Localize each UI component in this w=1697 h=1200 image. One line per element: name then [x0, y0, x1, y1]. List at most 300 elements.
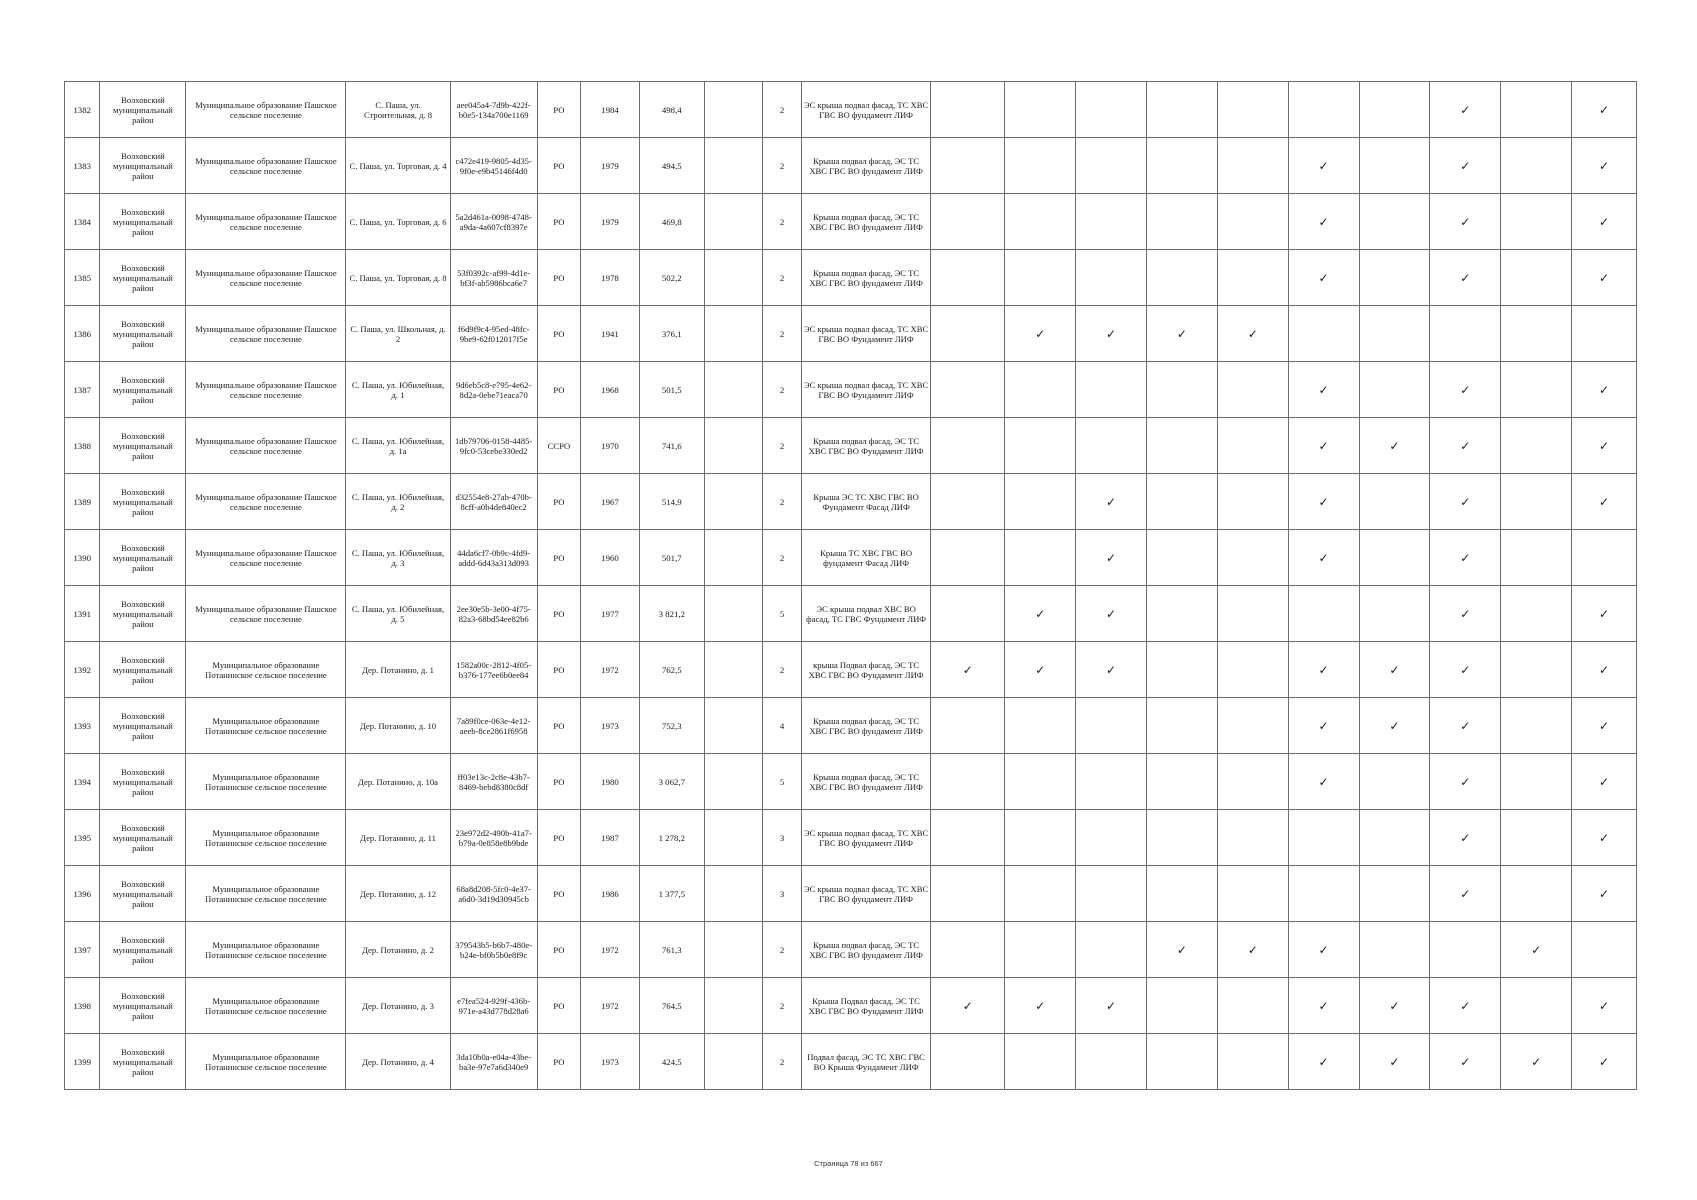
work-check-cell — [1076, 698, 1147, 754]
district-cell: Волховский муниципальный район — [100, 250, 186, 306]
check-mark-icon: ✓ — [1318, 774, 1329, 789]
floors-cell: 2 — [763, 250, 801, 306]
year-cell: 1978 — [581, 250, 640, 306]
row-number: 1397 — [65, 922, 100, 978]
work-check-cell — [1288, 306, 1359, 362]
year-cell: 1968 — [581, 362, 640, 418]
table-row — [65, 474, 1637, 530]
guid-cell: 2ee30e5b-3e00-4f75-82a3-68bd54ee82b6 — [450, 586, 537, 642]
work-check-cell — [1430, 530, 1501, 586]
work-check-cell — [1146, 642, 1217, 698]
object-type-cell: РО — [537, 1034, 581, 1090]
address-cell: С. Паша, ул. Торговая, д. 4 — [346, 138, 450, 194]
table-row — [65, 530, 1637, 586]
check-mark-icon: ✓ — [1598, 214, 1610, 229]
work-check-cell — [1288, 810, 1359, 866]
works-list-cell: ЭС крыша подвал фасад, ТС ХВС ГВС ВО фундамент ЛИФ — [801, 866, 931, 922]
empty-cell — [704, 754, 763, 810]
empty-cell — [704, 530, 763, 586]
work-check-cell — [931, 362, 1005, 418]
year-cell: 1972 — [581, 922, 640, 978]
work-check-cell — [1288, 586, 1359, 642]
check-mark-icon: ✓ — [1318, 270, 1329, 285]
area-cell: 752,3 — [639, 698, 704, 754]
check-mark-icon: ✓ — [1598, 270, 1610, 285]
empty-cell — [704, 418, 763, 474]
check-mark-icon: ✓ — [1318, 550, 1329, 565]
object-type-cell: РО — [537, 138, 581, 194]
check-mark-icon: ✓ — [1460, 1054, 1471, 1069]
work-check-cell — [1501, 586, 1572, 642]
check-mark-icon: ✓ — [1460, 830, 1471, 845]
check-mark-icon: ✓ — [1035, 998, 1046, 1013]
work-check-cell — [1430, 474, 1501, 530]
object-type-cell: ССРО — [537, 418, 581, 474]
check-mark-icon: ✓ — [1460, 718, 1471, 733]
empty-cell — [704, 362, 763, 418]
municipality-cell: Муниципальное образование Пашское сельское поселение — [186, 82, 346, 138]
floors-cell: 2 — [763, 82, 801, 138]
work-check-cell — [1076, 250, 1147, 306]
empty-cell — [704, 250, 763, 306]
work-check-cell — [1572, 250, 1637, 306]
work-check-cell — [1005, 474, 1076, 530]
work-check-cell — [1288, 754, 1359, 810]
work-check-cell — [1076, 1034, 1147, 1090]
work-check-cell — [1430, 250, 1501, 306]
work-check-cell — [1217, 754, 1288, 810]
work-check-cell — [1501, 810, 1572, 866]
work-check-cell — [1146, 922, 1217, 978]
work-check-cell — [1501, 250, 1572, 306]
row-number: 1392 — [65, 642, 100, 698]
check-mark-icon: ✓ — [1460, 662, 1471, 677]
work-check-cell — [1217, 418, 1288, 474]
address-cell: Дер. Потанино, д. 4 — [346, 1034, 450, 1090]
table-row — [65, 194, 1637, 250]
floors-cell: 2 — [763, 530, 801, 586]
work-check-cell — [1430, 922, 1501, 978]
works-list-cell: Подвал фасад, ЭС ТС ХВС ГВС ВО Крыша Фундамент ЛИФ — [801, 1034, 931, 1090]
address-cell: С. Паша, ул. Юбилейная, д. 1 — [346, 362, 450, 418]
municipality-cell: Муниципальное образование Потанинское сельское поселение — [186, 642, 346, 698]
check-mark-icon: ✓ — [1318, 1054, 1329, 1069]
district-cell: Волховский муниципальный район — [100, 418, 186, 474]
guid-cell: 9d6eb5c8-e795-4e62-8d2a-0ebe71eaca70 — [450, 362, 537, 418]
empty-cell — [704, 474, 763, 530]
work-check-cell — [1288, 250, 1359, 306]
check-mark-icon: ✓ — [1531, 1054, 1542, 1069]
floors-cell: 2 — [763, 306, 801, 362]
work-check-cell — [1572, 922, 1637, 978]
floors-cell: 5 — [763, 586, 801, 642]
check-mark-icon: ✓ — [1598, 606, 1610, 621]
check-mark-icon: ✓ — [1460, 438, 1471, 453]
year-cell: 1979 — [581, 138, 640, 194]
work-check-cell — [1501, 530, 1572, 586]
work-check-cell — [1288, 1034, 1359, 1090]
work-check-cell — [1005, 978, 1076, 1034]
work-check-cell — [1076, 530, 1147, 586]
municipality-cell: Муниципальное образование Пашское сельское поселение — [186, 586, 346, 642]
address-cell: С. Паша, ул. Торговая, д. 8 — [346, 250, 450, 306]
work-check-cell — [1146, 698, 1217, 754]
check-mark-icon: ✓ — [1176, 942, 1187, 957]
work-check-cell — [1501, 978, 1572, 1034]
work-check-cell — [1501, 418, 1572, 474]
work-check-cell — [1572, 698, 1637, 754]
empty-cell — [704, 586, 763, 642]
object-type-cell: РО — [537, 194, 581, 250]
work-check-cell — [1005, 194, 1076, 250]
check-mark-icon: ✓ — [1247, 326, 1258, 341]
municipality-cell: Муниципальное образование Пашское сельское поселение — [186, 418, 346, 474]
work-check-cell — [1005, 586, 1076, 642]
floors-cell: 2 — [763, 474, 801, 530]
work-check-cell — [1572, 362, 1637, 418]
area-cell: 498,4 — [639, 82, 704, 138]
work-check-cell — [1217, 922, 1288, 978]
housing-register-table — [64, 81, 1637, 1090]
year-cell: 1980 — [581, 754, 640, 810]
district-cell: Волховский муниципальный район — [100, 306, 186, 362]
work-check-cell — [1076, 978, 1147, 1034]
check-mark-icon: ✓ — [1106, 494, 1117, 509]
work-check-cell — [1430, 810, 1501, 866]
year-cell: 1973 — [581, 1034, 640, 1090]
work-check-cell — [931, 138, 1005, 194]
work-check-cell — [1359, 1034, 1430, 1090]
object-type-cell: РО — [537, 250, 581, 306]
work-check-cell — [1076, 642, 1147, 698]
work-check-cell — [1501, 82, 1572, 138]
guid-cell: d32554e8-27ab-470b-8cff-a0b4de840ec2 — [450, 474, 537, 530]
address-cell: С. Паша, ул. Торговая, д. 6 — [346, 194, 450, 250]
work-check-cell — [1076, 810, 1147, 866]
address-cell: С. Паша, ул. Юбилейная, д. 3 — [346, 530, 450, 586]
work-check-cell — [1005, 362, 1076, 418]
area-cell: 424,5 — [639, 1034, 704, 1090]
table-row — [65, 586, 1637, 642]
empty-cell — [704, 306, 763, 362]
check-mark-icon: ✓ — [1598, 662, 1610, 677]
check-mark-icon: ✓ — [1247, 942, 1258, 957]
work-check-cell — [931, 754, 1005, 810]
work-check-cell — [1430, 194, 1501, 250]
row-number: 1382 — [65, 82, 100, 138]
object-type-cell: РО — [537, 922, 581, 978]
check-mark-icon: ✓ — [1318, 494, 1329, 509]
check-mark-icon: ✓ — [1035, 606, 1046, 621]
table-row — [65, 418, 1637, 474]
table-row — [65, 754, 1637, 810]
check-mark-icon: ✓ — [1598, 438, 1610, 453]
area-cell: 3 062,7 — [639, 754, 704, 810]
table-row — [65, 642, 1637, 698]
work-check-cell — [1572, 306, 1637, 362]
district-cell: Волховский муниципальный район — [100, 866, 186, 922]
area-cell: 3 821,2 — [639, 586, 704, 642]
works-list-cell: Крыша ТС ХВС ГВС ВО фундамент Фасад ЛИФ — [801, 530, 931, 586]
municipality-cell: Муниципальное образование Пашское сельское поселение — [186, 362, 346, 418]
works-list-cell: Крыша подвал фасад, ЭС ТС ХВС ГВС ВО фундамент ЛИФ — [801, 194, 931, 250]
work-check-cell — [931, 978, 1005, 1034]
work-check-cell — [931, 1034, 1005, 1090]
works-list-cell: Крыша подвал фасад, ЭС ТС ХВС ГВС ВО фундамент ЛИФ — [801, 250, 931, 306]
row-number: 1396 — [65, 866, 100, 922]
empty-cell — [704, 138, 763, 194]
work-check-cell — [1217, 306, 1288, 362]
check-mark-icon: ✓ — [1598, 774, 1610, 789]
municipality-cell: Муниципальное образование Потанинское сельское поселение — [186, 698, 346, 754]
work-check-cell — [1288, 418, 1359, 474]
object-type-cell: РО — [537, 810, 581, 866]
check-mark-icon: ✓ — [1318, 718, 1329, 733]
check-mark-icon: ✓ — [1389, 718, 1400, 733]
object-type-cell: РО — [537, 362, 581, 418]
work-check-cell — [1288, 922, 1359, 978]
work-check-cell — [1217, 194, 1288, 250]
work-check-cell — [1076, 138, 1147, 194]
work-check-cell — [1217, 586, 1288, 642]
check-mark-icon: ✓ — [1318, 662, 1329, 677]
year-cell: 1984 — [581, 82, 640, 138]
work-check-cell — [1359, 866, 1430, 922]
municipality-cell: Муниципальное образование Потанинское сельское поселение — [186, 922, 346, 978]
work-check-cell — [1501, 698, 1572, 754]
work-check-cell — [1146, 866, 1217, 922]
address-cell: Дер. Потанино, д. 1 — [346, 642, 450, 698]
district-cell: Волховский муниципальный район — [100, 194, 186, 250]
works-list-cell: Крыша подвал фасад, ЭС ТС ХВС ГВС ВО фундамент ЛИФ — [801, 138, 931, 194]
work-check-cell — [1288, 530, 1359, 586]
work-check-cell — [1359, 306, 1430, 362]
table-row — [65, 250, 1637, 306]
work-check-cell — [931, 586, 1005, 642]
work-check-cell — [931, 866, 1005, 922]
district-cell: Волховский муниципальный район — [100, 922, 186, 978]
work-check-cell — [1430, 138, 1501, 194]
district-cell: Волховский муниципальный район — [100, 754, 186, 810]
row-number: 1389 — [65, 474, 100, 530]
work-check-cell — [931, 530, 1005, 586]
work-check-cell — [1217, 978, 1288, 1034]
work-check-cell — [1146, 418, 1217, 474]
guid-cell: 23e972d2-490b-41a7-b79a-0e858e8b9bde — [450, 810, 537, 866]
work-check-cell — [1572, 530, 1637, 586]
check-mark-icon: ✓ — [1460, 270, 1471, 285]
object-type-cell: РО — [537, 82, 581, 138]
work-check-cell — [1076, 866, 1147, 922]
empty-cell — [704, 194, 763, 250]
district-cell: Волховский муниципальный район — [100, 586, 186, 642]
work-check-cell — [1359, 586, 1430, 642]
district-cell: Волховский муниципальный район — [100, 642, 186, 698]
row-number: 1386 — [65, 306, 100, 362]
district-cell: Волховский муниципальный район — [100, 474, 186, 530]
work-check-cell — [1217, 362, 1288, 418]
guid-cell: 53f0392c-af99-4d1e-bf3f-ab5986bca6e7 — [450, 250, 537, 306]
work-check-cell — [1288, 138, 1359, 194]
work-check-cell — [931, 922, 1005, 978]
work-check-cell — [1217, 810, 1288, 866]
work-check-cell — [1572, 642, 1637, 698]
check-mark-icon: ✓ — [962, 662, 973, 677]
work-check-cell — [1005, 82, 1076, 138]
work-check-cell — [1430, 642, 1501, 698]
work-check-cell — [1359, 138, 1430, 194]
check-mark-icon: ✓ — [1035, 662, 1046, 677]
work-check-cell — [1217, 474, 1288, 530]
guid-cell: c472e419-9805-4d35-9f0e-e9b45146f4d0 — [450, 138, 537, 194]
year-cell: 1972 — [581, 978, 640, 1034]
work-check-cell — [1005, 698, 1076, 754]
work-check-cell — [1572, 754, 1637, 810]
work-check-cell — [1501, 194, 1572, 250]
work-check-cell — [1217, 698, 1288, 754]
area-cell: 762,5 — [639, 642, 704, 698]
work-check-cell — [1076, 306, 1147, 362]
work-check-cell — [1501, 754, 1572, 810]
work-check-cell — [1572, 418, 1637, 474]
empty-cell — [704, 922, 763, 978]
row-number: 1388 — [65, 418, 100, 474]
work-check-cell — [1430, 978, 1501, 1034]
work-check-cell — [1501, 362, 1572, 418]
floors-cell: 2 — [763, 194, 801, 250]
address-cell: С. Паша, ул. Строительная, д. 8 — [346, 82, 450, 138]
work-check-cell — [1501, 474, 1572, 530]
check-mark-icon: ✓ — [1318, 438, 1329, 453]
check-mark-icon: ✓ — [1318, 214, 1329, 229]
floors-cell: 2 — [763, 362, 801, 418]
check-mark-icon: ✓ — [1598, 886, 1610, 901]
work-check-cell — [1146, 754, 1217, 810]
object-type-cell: РО — [537, 586, 581, 642]
check-mark-icon: ✓ — [1035, 326, 1046, 341]
check-mark-icon: ✓ — [1318, 158, 1329, 173]
empty-cell — [704, 978, 763, 1034]
check-mark-icon: ✓ — [1460, 382, 1471, 397]
work-check-cell — [1430, 306, 1501, 362]
table-row — [65, 1034, 1637, 1090]
municipality-cell: Муниципальное образование Потанинское сельское поселение — [186, 866, 346, 922]
object-type-cell: РО — [537, 642, 581, 698]
work-check-cell — [1146, 586, 1217, 642]
district-cell: Волховский муниципальный район — [100, 138, 186, 194]
row-number: 1384 — [65, 194, 100, 250]
work-check-cell — [1430, 418, 1501, 474]
year-cell: 1972 — [581, 642, 640, 698]
work-check-cell — [1076, 474, 1147, 530]
work-check-cell — [1501, 138, 1572, 194]
work-check-cell — [1288, 698, 1359, 754]
year-cell: 1977 — [581, 586, 640, 642]
work-check-cell — [1359, 530, 1430, 586]
address-cell: С. Паша, ул. Школьная, д. 2 — [346, 306, 450, 362]
check-mark-icon: ✓ — [1106, 998, 1117, 1013]
work-check-cell — [1005, 250, 1076, 306]
year-cell: 1960 — [581, 530, 640, 586]
guid-cell: 44da6cf7-0b9c-4fd9-addd-6d43a313d093 — [450, 530, 537, 586]
work-check-cell — [1359, 698, 1430, 754]
work-check-cell — [1146, 810, 1217, 866]
work-check-cell — [1076, 586, 1147, 642]
object-type-cell: РО — [537, 978, 581, 1034]
check-mark-icon: ✓ — [1598, 830, 1610, 845]
municipality-cell: Муниципальное образование Пашское сельское поселение — [186, 306, 346, 362]
work-check-cell — [1005, 530, 1076, 586]
work-check-cell — [1076, 754, 1147, 810]
work-check-cell — [1359, 194, 1430, 250]
work-check-cell — [1359, 642, 1430, 698]
check-mark-icon: ✓ — [1460, 102, 1471, 117]
municipality-cell: Муниципальное образование Пашское сельское поселение — [186, 138, 346, 194]
work-check-cell — [1430, 698, 1501, 754]
work-check-cell — [1288, 362, 1359, 418]
municipality-cell: Муниципальное образование Потанинское сельское поселение — [186, 754, 346, 810]
work-check-cell — [1005, 138, 1076, 194]
work-check-cell — [1572, 1034, 1637, 1090]
works-list-cell: Крыша подвал фасад, ЭС ТС ХВС ГВС ВО фундамент ЛИФ — [801, 754, 931, 810]
guid-cell: 1582a00c-2812-4f05-b376-177ee6b0ee84 — [450, 642, 537, 698]
works-list-cell: ЭС крыша подвал фасад, ТС ХВС ГВС ВО Фундамент ЛИФ — [801, 362, 931, 418]
district-cell: Волховский муниципальный район — [100, 698, 186, 754]
check-mark-icon: ✓ — [1389, 662, 1400, 677]
row-number: 1394 — [65, 754, 100, 810]
check-mark-icon: ✓ — [1389, 1054, 1400, 1069]
row-number: 1383 — [65, 138, 100, 194]
area-cell: 469,8 — [639, 194, 704, 250]
floors-cell: 3 — [763, 810, 801, 866]
check-mark-icon: ✓ — [1106, 606, 1117, 621]
guid-cell: f6d9f9c4-95ed-48fc-9be9-62f012017f5e — [450, 306, 537, 362]
table-row — [65, 362, 1637, 418]
check-mark-icon: ✓ — [1460, 494, 1471, 509]
work-check-cell — [1359, 82, 1430, 138]
work-check-cell — [1288, 642, 1359, 698]
work-check-cell — [1005, 1034, 1076, 1090]
work-check-cell — [931, 698, 1005, 754]
address-cell: Дер. Потанино, д. 10а — [346, 754, 450, 810]
work-check-cell — [1430, 82, 1501, 138]
work-check-cell — [1359, 362, 1430, 418]
work-check-cell — [1430, 866, 1501, 922]
check-mark-icon: ✓ — [1460, 550, 1471, 565]
work-check-cell — [1146, 978, 1217, 1034]
check-mark-icon: ✓ — [962, 998, 973, 1013]
work-check-cell — [1359, 978, 1430, 1034]
address-cell: С. Паша, ул. Юбилейная, д. 5 — [346, 586, 450, 642]
check-mark-icon: ✓ — [1598, 998, 1610, 1013]
table-row — [65, 978, 1637, 1034]
district-cell: Волховский муниципальный район — [100, 1034, 186, 1090]
object-type-cell: РО — [537, 530, 581, 586]
object-type-cell: РО — [537, 754, 581, 810]
work-check-cell — [1359, 250, 1430, 306]
works-list-cell: ЭС крыша подвал фасад, ТС ХВС ГВС ВО фундамент ЛИФ — [801, 82, 931, 138]
check-mark-icon: ✓ — [1106, 550, 1117, 565]
work-check-cell — [1430, 362, 1501, 418]
guid-cell: 379543b5-b6b7-480e-b24e-bf0b5b0e8f9c — [450, 922, 537, 978]
works-list-cell: Крыша подвал фасад, ЭС ТС ХВС ГВС ВО фундамент ЛИФ — [801, 698, 931, 754]
floors-cell: 2 — [763, 138, 801, 194]
floors-cell: 2 — [763, 418, 801, 474]
check-mark-icon: ✓ — [1598, 718, 1610, 733]
work-check-cell — [1572, 810, 1637, 866]
work-check-cell — [1501, 1034, 1572, 1090]
floors-cell: 3 — [763, 866, 801, 922]
